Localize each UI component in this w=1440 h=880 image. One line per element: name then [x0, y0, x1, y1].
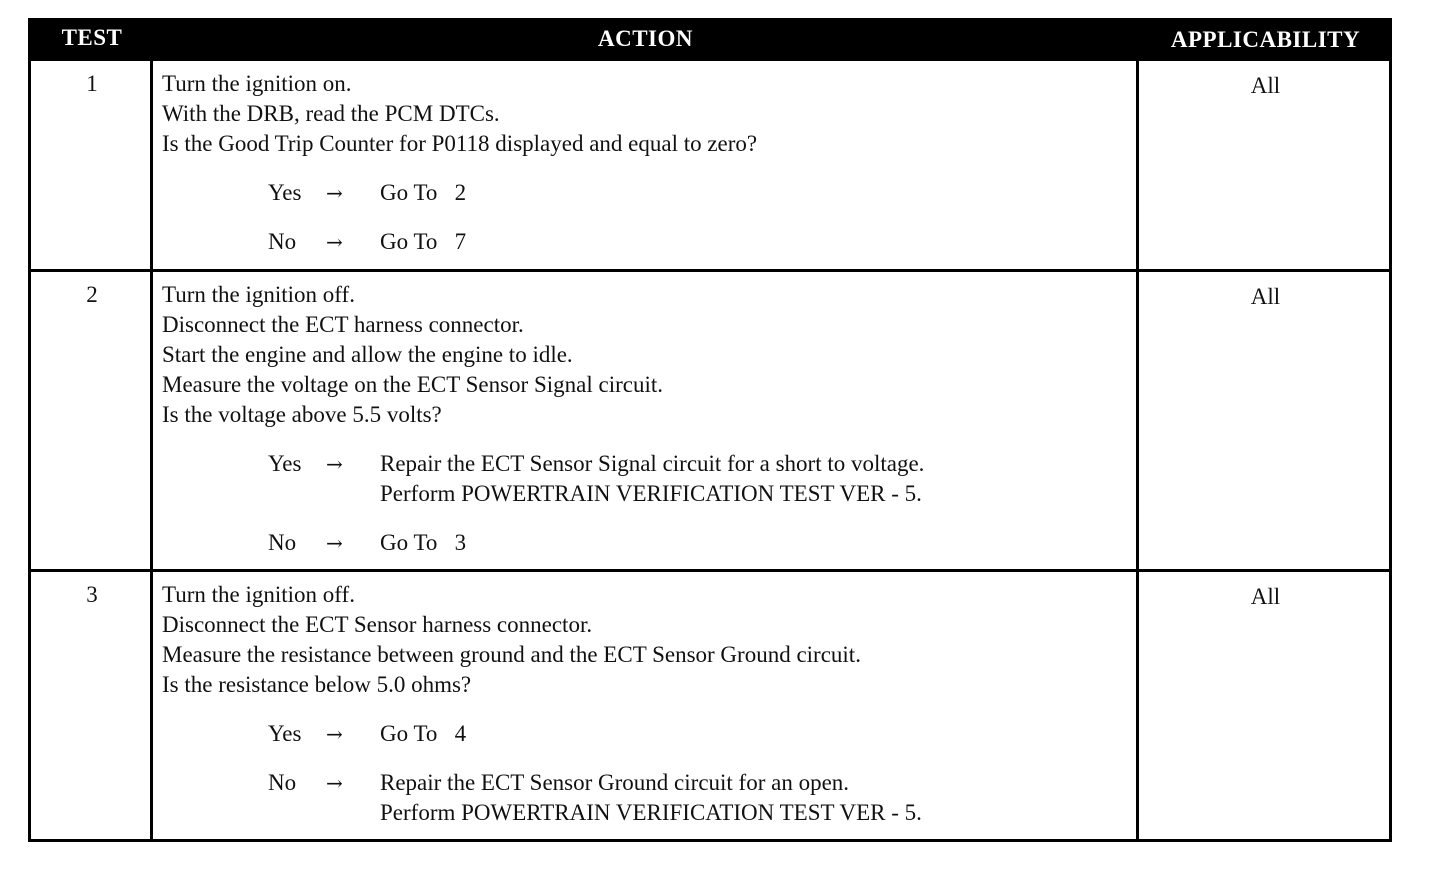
action-line: Disconnect the ECT harness connector.	[162, 312, 524, 337]
diagnostic-test-table	[28, 18, 1392, 842]
no-option	[268, 768, 1122, 828]
test-number: 1	[86, 71, 98, 96]
result-line: Go To 2	[380, 180, 467, 205]
table-header	[31, 21, 1389, 61]
yes-result	[380, 449, 924, 509]
right-arrow-icon: →	[326, 230, 343, 254]
applicability-value: All	[1250, 584, 1281, 609]
action-line: With the DRB, read the PCM DTCs.	[162, 101, 500, 126]
no-result	[380, 768, 922, 828]
action-line: Measure the voltage on the ECT Sensor Signal circuit.	[162, 372, 663, 397]
no-option	[268, 528, 1122, 558]
result-line: Perform POWERTRAIN VERIFICATION TEST VER - 5.	[380, 800, 922, 825]
result-line: Repair the ECT Sensor Signal circuit for a short to voltage.	[380, 451, 925, 476]
right-arrow-icon: →	[326, 181, 343, 205]
action-line: Turn the ignition on.	[162, 71, 352, 96]
table-row	[31, 272, 1389, 569]
no-label: No	[268, 229, 297, 254]
action-line: Disconnect the ECT Sensor harness connector.	[162, 612, 593, 637]
table-row	[31, 572, 1389, 842]
test-number: 3	[86, 582, 98, 607]
right-arrow-icon: →	[326, 531, 343, 555]
action-line: Turn the ignition off.	[162, 282, 355, 307]
no-result	[380, 227, 466, 257]
action-line: Is the Good Trip Counter for P0118 displayed and equal to zero?	[162, 131, 758, 156]
test-number: 2	[86, 282, 98, 307]
no-result	[380, 528, 466, 558]
no-option	[268, 227, 1122, 257]
yes-option	[268, 719, 1122, 749]
yes-label: Yes	[268, 451, 302, 476]
header-action: ACTION	[597, 26, 693, 51]
action-line: Turn the ignition off.	[162, 582, 355, 607]
yes-option	[268, 178, 1122, 208]
right-arrow-icon: →	[326, 452, 343, 476]
action-line: Measure the resistance between ground and the ECT Sensor Ground circuit.	[162, 642, 861, 667]
result-line: Go To 3	[380, 530, 467, 555]
table-row	[31, 61, 1389, 269]
header-applicability: APPLICABILITY	[1170, 27, 1361, 52]
action-line: Is the resistance below 5.0 ohms?	[162, 672, 472, 697]
applicability-value: All	[1250, 73, 1281, 98]
action-cell	[162, 69, 1122, 257]
no-label: No	[268, 770, 297, 795]
action-cell	[162, 280, 1122, 558]
result-line: Perform POWERTRAIN VERIFICATION TEST VER - 5.	[380, 481, 922, 506]
result-line: Go To 7	[380, 229, 467, 254]
action-line: Is the voltage above 5.5 volts?	[162, 402, 442, 427]
yes-label: Yes	[268, 721, 302, 746]
applicability-value: All	[1250, 284, 1281, 309]
no-label: No	[268, 530, 297, 555]
right-arrow-icon: →	[326, 771, 343, 795]
right-arrow-icon: →	[326, 722, 343, 746]
yes-result	[380, 719, 466, 749]
yes-option	[268, 449, 1122, 509]
action-cell	[162, 580, 1122, 828]
yes-label: Yes	[268, 180, 302, 205]
yes-result	[380, 178, 466, 208]
result-line: Go To 4	[380, 721, 467, 746]
result-line: Repair the ECT Sensor Ground circuit for an open.	[380, 770, 850, 795]
header-test: TEST	[61, 25, 123, 50]
action-line: Start the engine and allow the engine to idle.	[162, 342, 573, 367]
